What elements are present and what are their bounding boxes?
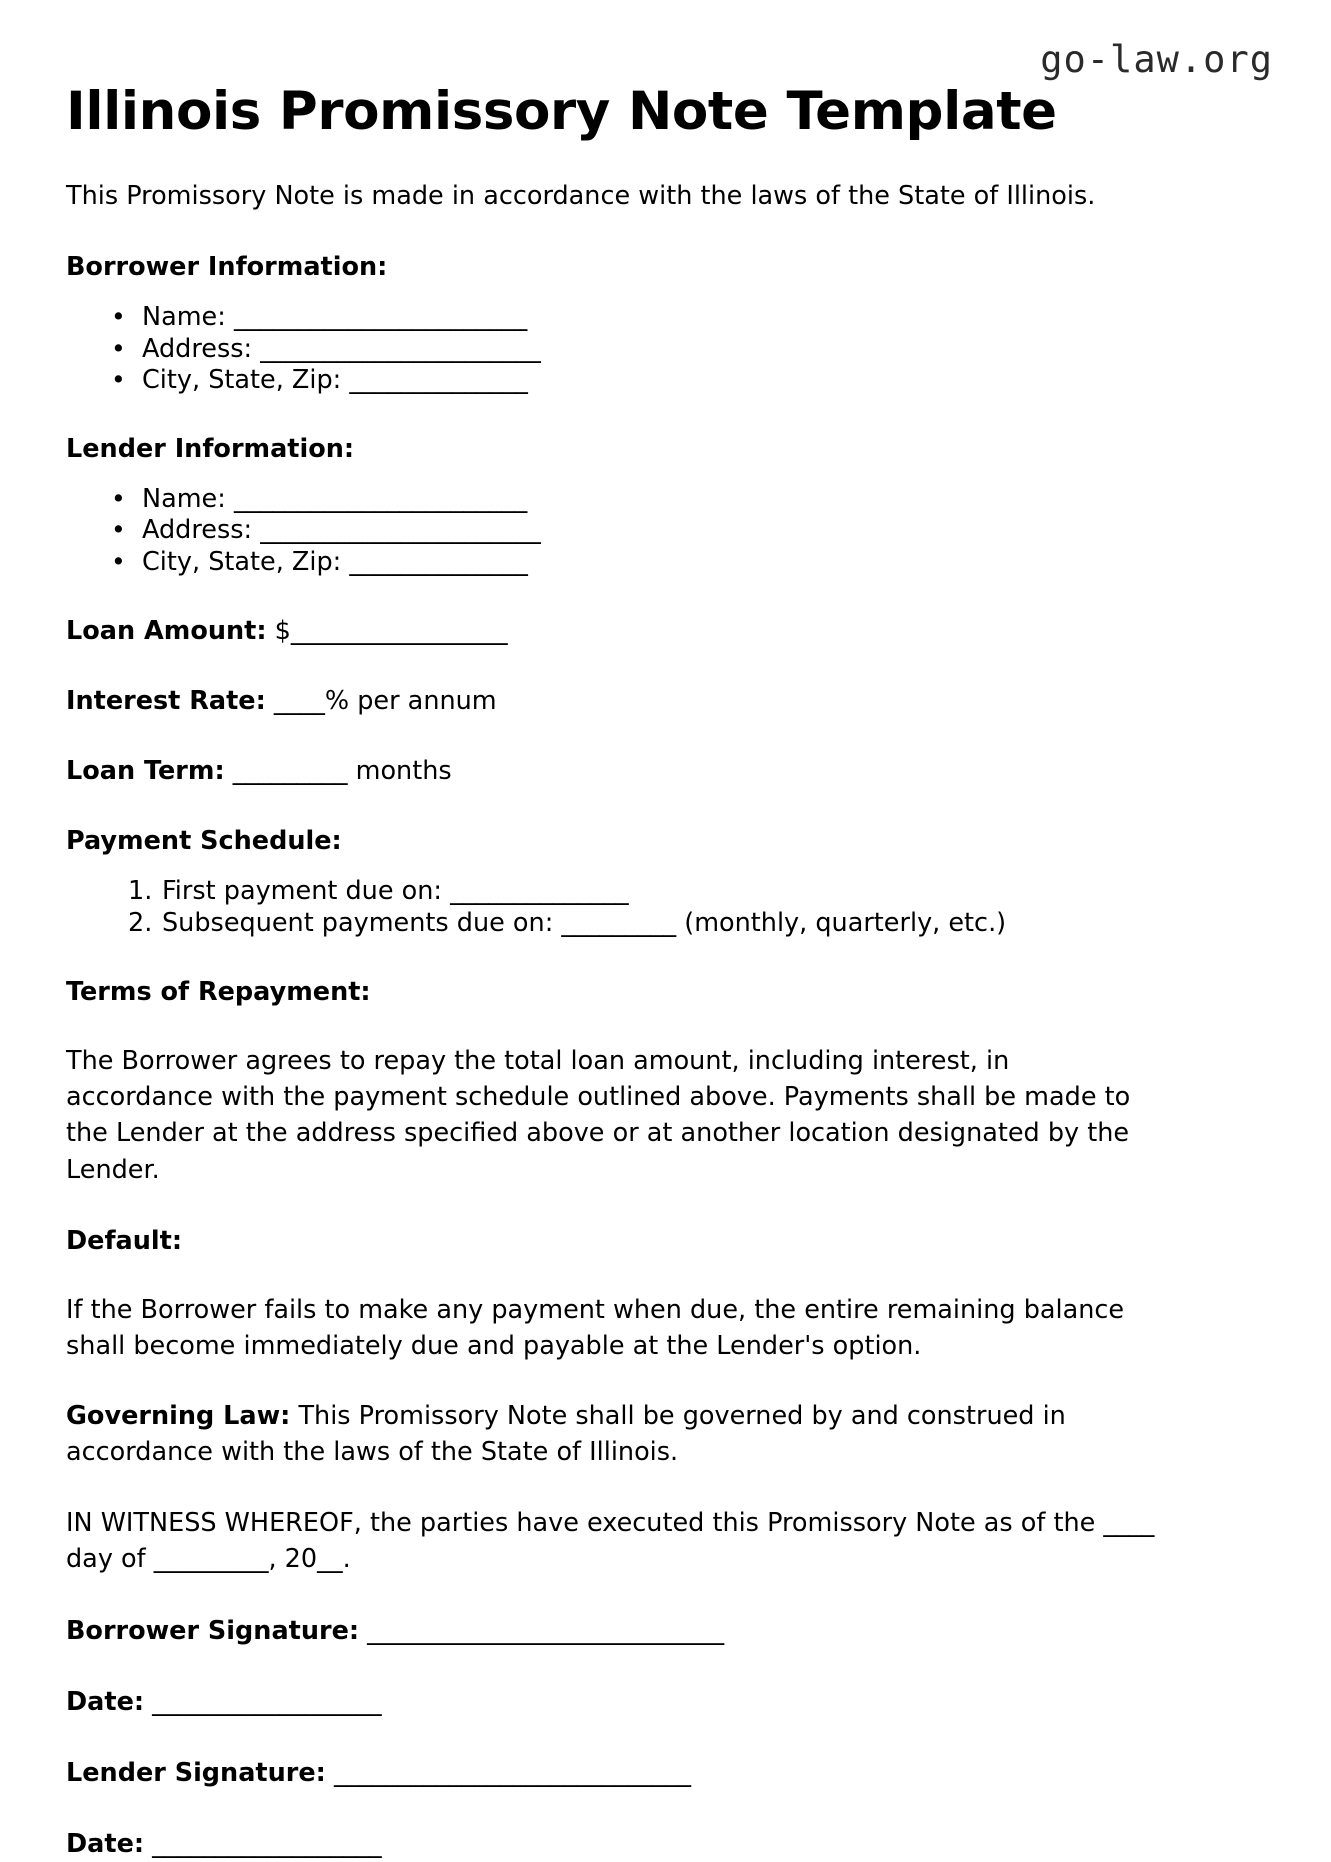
list-item[interactable]: Subsequent payments due on: _________ (monthly, quarterly, etc.) bbox=[162, 907, 1007, 938]
loan-amount-line bbox=[66, 615, 1156, 648]
witness-clause-paragraph: IN WITNESS WHEREOF, the parties have executed this Promissory Note as of the ____ day of _________, 20__. bbox=[66, 1507, 1155, 1574]
lender-city-state-zip-label: City, State, Zip: bbox=[142, 546, 342, 577]
terms-of-repayment-heading: Terms of Repayment: bbox=[66, 976, 371, 1007]
governing-law-label: Governing Law: bbox=[66, 1401, 291, 1432]
lender-fields-list bbox=[66, 485, 1156, 578]
lender-date-line bbox=[66, 1828, 1156, 1861]
lender-signature-label: Lender Signature: bbox=[66, 1758, 326, 1789]
page-title: Illinois Promissory Note Template bbox=[66, 81, 1057, 142]
lender-address-blank[interactable]: ______________________ bbox=[260, 515, 541, 546]
borrower-fields-list bbox=[66, 303, 1156, 396]
list-item bbox=[142, 485, 1156, 515]
interest-rate-label: Interest Rate: bbox=[66, 685, 266, 716]
borrower-date-label: Date: bbox=[66, 1687, 145, 1718]
borrower-date-blank[interactable]: __________________ bbox=[144, 1687, 382, 1718]
borrower-city-state-zip-blank[interactable]: ______________ bbox=[349, 365, 528, 396]
loan-term-blank[interactable]: _________ months bbox=[224, 755, 452, 786]
borrower-address-blank[interactable]: ______________________ bbox=[260, 333, 541, 364]
terms-of-repayment-body: The Borrower agrees to repay the total loan amount, including interest, in accordance with the payment schedule outlined above. Payments shall be made to the Lender at the address specified above or at another location designated by the Lender. bbox=[66, 1045, 1131, 1185]
governing-law-paragraph bbox=[66, 1398, 1156, 1470]
loan-term-line bbox=[66, 755, 1156, 788]
lender-signature-line bbox=[66, 1757, 1156, 1790]
list-item bbox=[142, 335, 1156, 365]
default-heading: Default: bbox=[66, 1225, 183, 1256]
interest-rate-line bbox=[66, 685, 1156, 718]
list-item bbox=[142, 366, 1156, 396]
lender-city-state-zip-blank[interactable]: ______________ bbox=[349, 546, 528, 577]
payment-schedule-list bbox=[66, 877, 1156, 939]
payment-schedule-heading: Payment Schedule: bbox=[66, 825, 342, 856]
list-item bbox=[142, 303, 1156, 333]
lender-information-heading: Lender Information: bbox=[66, 433, 355, 464]
intro-paragraph: This Promissory Note is made in accordance with the laws of the State of Illinois. bbox=[66, 181, 1096, 212]
site-watermark: go-law.org bbox=[1040, 38, 1273, 81]
lender-address-label: Address: bbox=[142, 515, 253, 546]
borrower-signature-blank[interactable]: ____________________________ bbox=[359, 1616, 725, 1647]
default-body: If the Borrower fails to make any payment when due, the entire remaining balance shall become immediately due and payable at the Lender's option. bbox=[66, 1294, 1125, 1362]
borrower-information-heading: Borrower Information: bbox=[66, 251, 388, 282]
lender-date-blank[interactable]: __________________ bbox=[144, 1829, 382, 1860]
list-item bbox=[142, 516, 1156, 546]
borrower-name-blank[interactable]: _______________________ bbox=[233, 301, 528, 332]
list-item bbox=[142, 548, 1156, 578]
lender-signature-blank[interactable]: ____________________________ bbox=[325, 1758, 691, 1789]
borrower-address-label: Address: bbox=[142, 333, 253, 364]
loan-amount-blank[interactable]: $_________________ bbox=[266, 615, 508, 646]
lender-name-label: Name: bbox=[142, 483, 226, 514]
lender-name-blank[interactable]: _______________________ bbox=[233, 483, 528, 514]
list-item[interactable]: First payment due on: ______________ bbox=[162, 876, 629, 907]
borrower-name-label: Name: bbox=[142, 301, 226, 332]
borrower-signature-line bbox=[66, 1615, 1156, 1648]
governing-law-body: This Promissory Note shall be governed by and construed in accordance with the laws of the State of Illinois. bbox=[66, 1401, 1066, 1468]
document-content bbox=[66, 0, 1156, 1862]
loan-amount-label: Loan Amount: bbox=[66, 615, 267, 646]
interest-rate-blank[interactable]: ____% per annum bbox=[265, 685, 497, 716]
borrower-date-line bbox=[66, 1686, 1156, 1719]
borrower-signature-label: Borrower Signature: bbox=[66, 1616, 360, 1647]
loan-term-label: Loan Term: bbox=[66, 755, 225, 786]
borrower-city-state-zip-label: City, State, Zip: bbox=[142, 365, 342, 396]
lender-date-label: Date: bbox=[66, 1829, 145, 1860]
